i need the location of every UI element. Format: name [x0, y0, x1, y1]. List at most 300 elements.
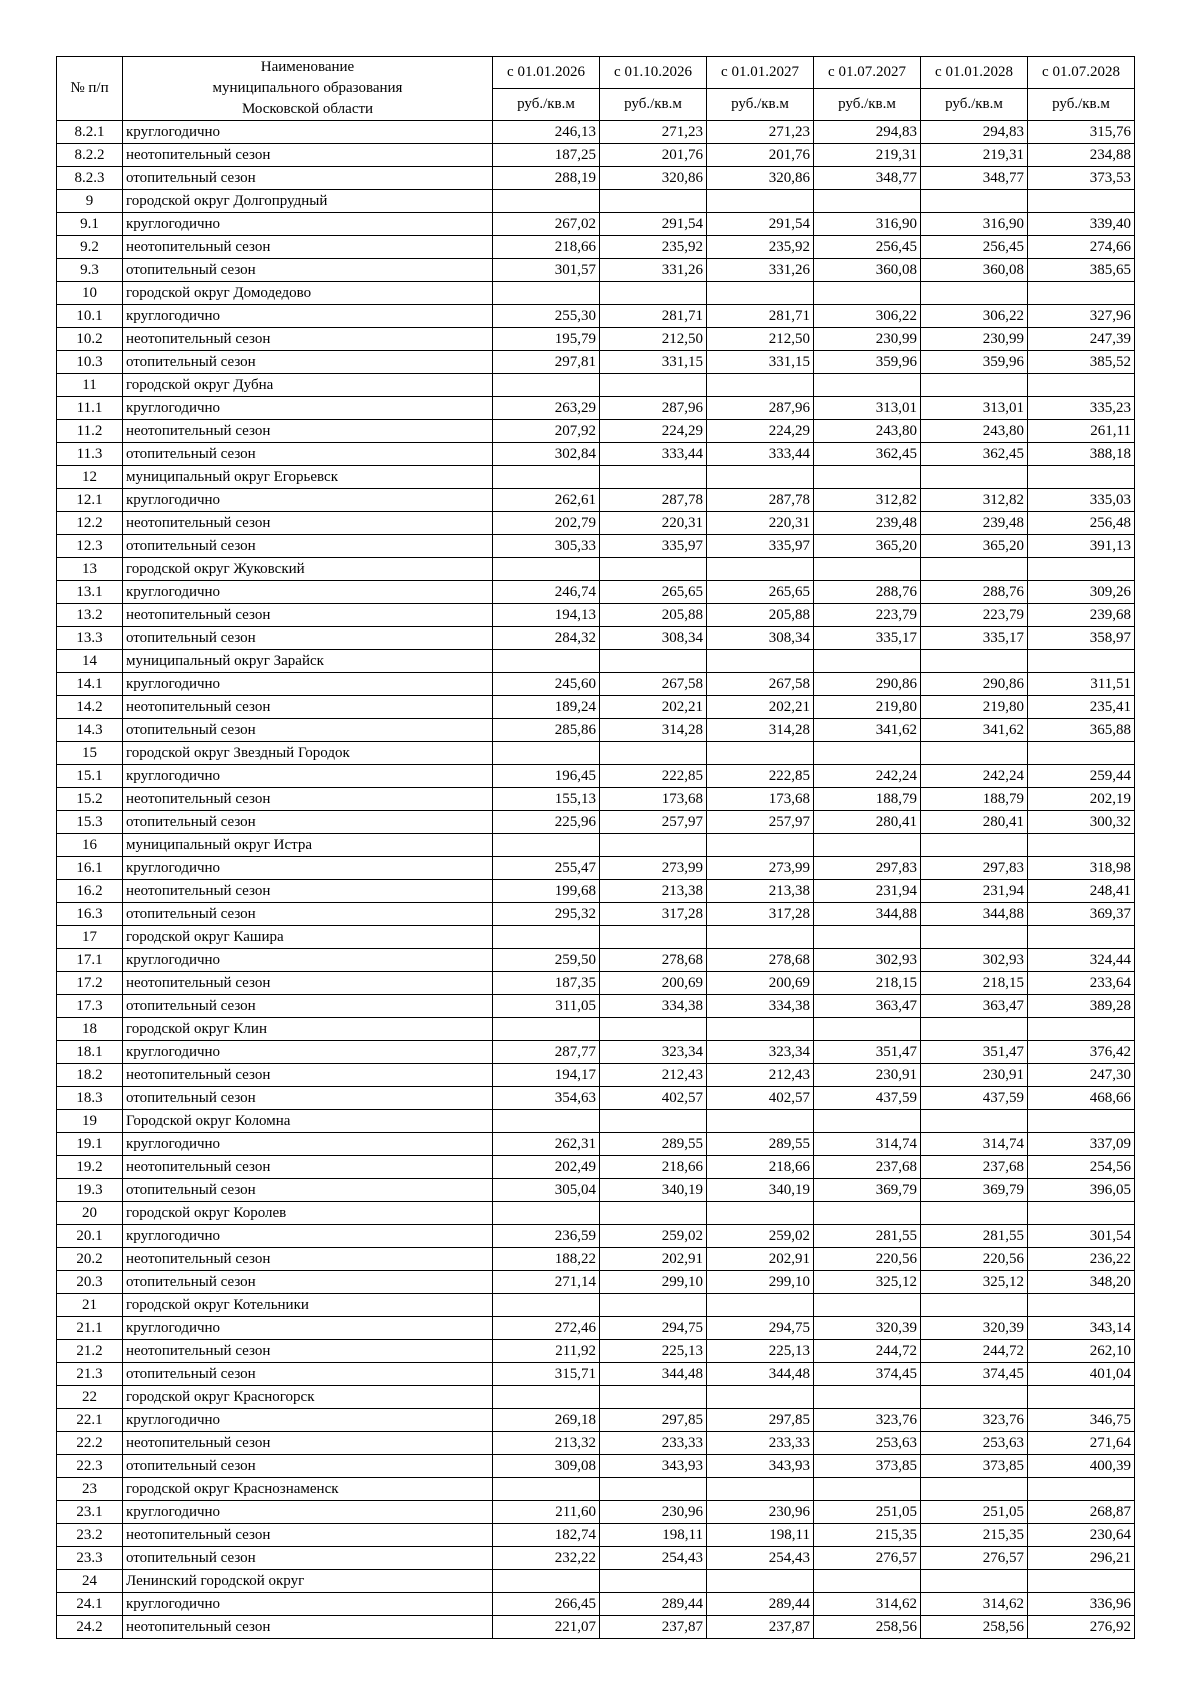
row-number: 15.2 — [57, 788, 123, 811]
table-row — [57, 1340, 1135, 1363]
tariff-value — [921, 834, 1028, 857]
table-row — [57, 1593, 1135, 1616]
tariff-value: 218,66 — [493, 236, 600, 259]
row-number: 12.1 — [57, 489, 123, 512]
table-row — [57, 673, 1135, 696]
tariff-value: 269,18 — [493, 1409, 600, 1432]
tariff-value: 337,09 — [1028, 1133, 1135, 1156]
row-number: 10.1 — [57, 305, 123, 328]
tariff-value: 225,13 — [600, 1340, 707, 1363]
season-label: круглогодично — [123, 1041, 493, 1064]
tariff-value: 344,88 — [814, 903, 921, 926]
tariff-value: 244,72 — [814, 1340, 921, 1363]
row-number: 18.3 — [57, 1087, 123, 1110]
tariff-value: 254,56 — [1028, 1156, 1135, 1179]
season-label: отопительный сезон — [123, 535, 493, 558]
tariff-value: 365,20 — [814, 535, 921, 558]
season-label: неотопительный сезон — [123, 144, 493, 167]
row-number: 17 — [57, 926, 123, 949]
tariff-value: 173,68 — [707, 788, 814, 811]
tariff-value: 243,80 — [814, 420, 921, 443]
tariff-value: 155,13 — [493, 788, 600, 811]
tariff-value: 237,87 — [600, 1616, 707, 1639]
municipality-name: городской округ Дубна — [123, 374, 493, 397]
row-number: 16.1 — [57, 857, 123, 880]
tariff-value: 276,57 — [921, 1547, 1028, 1570]
tariff-value: 313,01 — [921, 397, 1028, 420]
tariff-value — [814, 1018, 921, 1041]
tariff-value: 314,62 — [814, 1593, 921, 1616]
tariff-value: 309,26 — [1028, 581, 1135, 604]
table-row — [57, 1225, 1135, 1248]
tariff-value: 359,96 — [814, 351, 921, 374]
season-label: неотопительный сезон — [123, 1616, 493, 1639]
municipality-row — [57, 374, 1135, 397]
table-row — [57, 811, 1135, 834]
tariff-value: 294,75 — [600, 1317, 707, 1340]
table-row — [57, 259, 1135, 282]
municipality-name: городской округ Красногорск — [123, 1386, 493, 1409]
tariff-value: 335,23 — [1028, 397, 1135, 420]
tariff-value: 302,93 — [814, 949, 921, 972]
row-number: 9.2 — [57, 236, 123, 259]
tariff-value: 333,44 — [707, 443, 814, 466]
season-label: круглогодично — [123, 397, 493, 420]
tariff-value: 237,68 — [814, 1156, 921, 1179]
tariff-value: 305,04 — [493, 1179, 600, 1202]
tariff-value: 348,77 — [814, 167, 921, 190]
tariff-value: 363,47 — [921, 995, 1028, 1018]
tariff-value: 235,41 — [1028, 696, 1135, 719]
tariff-value: 314,62 — [921, 1593, 1028, 1616]
tariff-value: 287,78 — [707, 489, 814, 512]
tariff-value — [493, 1110, 600, 1133]
tariff-value: 385,65 — [1028, 259, 1135, 282]
tariff-value: 334,38 — [600, 995, 707, 1018]
row-number: 15 — [57, 742, 123, 765]
row-number: 15.3 — [57, 811, 123, 834]
tariff-value: 362,45 — [814, 443, 921, 466]
tariff-value — [707, 1478, 814, 1501]
tariff-value: 265,65 — [707, 581, 814, 604]
row-number: 24.2 — [57, 1616, 123, 1639]
document-page — [56, 56, 1134, 1639]
tariff-value — [600, 1110, 707, 1133]
tariff-value: 317,28 — [707, 903, 814, 926]
municipality-row — [57, 1202, 1135, 1225]
tariff-value — [814, 1570, 921, 1593]
table-body — [57, 121, 1135, 1639]
header-unit: руб./кв.м — [921, 89, 1028, 121]
table-row — [57, 1455, 1135, 1478]
municipality-row — [57, 190, 1135, 213]
tariff-value: 294,75 — [707, 1317, 814, 1340]
tariff-value: 262,61 — [493, 489, 600, 512]
tariff-value — [814, 374, 921, 397]
tariff-value — [1028, 650, 1135, 673]
tariff-value — [814, 1294, 921, 1317]
tariff-value — [814, 742, 921, 765]
tariff-value: 231,94 — [921, 880, 1028, 903]
tariff-value — [1028, 1018, 1135, 1041]
tariff-value: 248,41 — [1028, 880, 1135, 903]
tariff-value — [493, 926, 600, 949]
tariff-value: 327,96 — [1028, 305, 1135, 328]
tariff-value: 365,88 — [1028, 719, 1135, 742]
row-number: 15.1 — [57, 765, 123, 788]
row-number: 19.1 — [57, 1133, 123, 1156]
tariff-value — [921, 1478, 1028, 1501]
tariff-value: 257,97 — [600, 811, 707, 834]
tariff-value: 369,79 — [814, 1179, 921, 1202]
season-label: круглогодично — [123, 305, 493, 328]
tariff-value: 468,66 — [1028, 1087, 1135, 1110]
row-number: 14.3 — [57, 719, 123, 742]
row-number: 21.3 — [57, 1363, 123, 1386]
municipality-row — [57, 926, 1135, 949]
row-number: 20.1 — [57, 1225, 123, 1248]
tariff-value: 253,63 — [814, 1432, 921, 1455]
season-label: отопительный сезон — [123, 351, 493, 374]
table-row — [57, 1041, 1135, 1064]
season-label: отопительный сезон — [123, 719, 493, 742]
tariff-value: 341,62 — [814, 719, 921, 742]
municipality-name: муниципальный округ Зарайск — [123, 650, 493, 673]
tariff-value: 236,59 — [493, 1225, 600, 1248]
header-unit: руб./кв.м — [1028, 89, 1135, 121]
tariff-value — [1028, 1386, 1135, 1409]
table-row — [57, 719, 1135, 742]
tariff-value: 312,82 — [921, 489, 1028, 512]
tariff-value: 201,76 — [600, 144, 707, 167]
tariff-value: 219,31 — [814, 144, 921, 167]
tariff-value — [1028, 1110, 1135, 1133]
tariff-value — [707, 834, 814, 857]
tariff-value: 235,92 — [707, 236, 814, 259]
tariff-value: 306,22 — [814, 305, 921, 328]
tariff-value: 267,02 — [493, 213, 600, 236]
tariff-value: 232,22 — [493, 1547, 600, 1570]
tariff-value: 281,55 — [814, 1225, 921, 1248]
row-number: 23.3 — [57, 1547, 123, 1570]
tariff-value: 195,79 — [493, 328, 600, 351]
tariff-value: 207,92 — [493, 420, 600, 443]
tariff-value: 233,33 — [600, 1432, 707, 1455]
season-label: неотопительный сезон — [123, 1156, 493, 1179]
tariff-value: 188,22 — [493, 1248, 600, 1271]
tariff-value: 285,86 — [493, 719, 600, 742]
tariff-value: 314,74 — [814, 1133, 921, 1156]
municipality-name: городской округ Жуковский — [123, 558, 493, 581]
tariff-value: 223,79 — [814, 604, 921, 627]
tariff-value: 281,71 — [707, 305, 814, 328]
tariff-value — [921, 1570, 1028, 1593]
tariff-value: 340,19 — [707, 1179, 814, 1202]
tariff-value: 351,47 — [921, 1041, 1028, 1064]
tariff-value: 219,80 — [814, 696, 921, 719]
tariff-value: 305,33 — [493, 535, 600, 558]
tariff-value — [600, 742, 707, 765]
tariff-value: 215,35 — [814, 1524, 921, 1547]
tariff-value: 302,84 — [493, 443, 600, 466]
row-number: 13.2 — [57, 604, 123, 627]
tariff-value: 280,41 — [921, 811, 1028, 834]
tariff-value: 297,83 — [921, 857, 1028, 880]
tariff-value: 299,10 — [600, 1271, 707, 1294]
tariff-value: 219,80 — [921, 696, 1028, 719]
tariff-value — [1028, 1570, 1135, 1593]
tariff-value: 220,31 — [600, 512, 707, 535]
tariff-value: 301,57 — [493, 259, 600, 282]
municipality-name: городской округ Долгопрудный — [123, 190, 493, 213]
tariff-value — [707, 1386, 814, 1409]
tariff-value — [814, 834, 921, 857]
tariff-value — [493, 1570, 600, 1593]
tariff-value: 320,86 — [600, 167, 707, 190]
header-unit: руб./кв.м — [814, 89, 921, 121]
tariff-value: 289,44 — [600, 1593, 707, 1616]
tariff-value: 253,63 — [921, 1432, 1028, 1455]
tariff-value: 348,20 — [1028, 1271, 1135, 1294]
tariff-value — [921, 1386, 1028, 1409]
season-label: отопительный сезон — [123, 995, 493, 1018]
season-label: неотопительный сезон — [123, 1064, 493, 1087]
table-row — [57, 995, 1135, 1018]
tariff-value: 287,78 — [600, 489, 707, 512]
tariff-value: 202,91 — [600, 1248, 707, 1271]
row-number: 24 — [57, 1570, 123, 1593]
tariff-value: 188,79 — [814, 788, 921, 811]
tariff-value: 268,87 — [1028, 1501, 1135, 1524]
tariff-value: 313,01 — [814, 397, 921, 420]
tariff-value: 259,02 — [600, 1225, 707, 1248]
table-row — [57, 1501, 1135, 1524]
tariff-value: 278,68 — [707, 949, 814, 972]
row-number: 18 — [57, 1018, 123, 1041]
tariff-value: 188,79 — [921, 788, 1028, 811]
tariff-value: 341,62 — [921, 719, 1028, 742]
tariff-value: 288,76 — [921, 581, 1028, 604]
tariff-value: 243,80 — [921, 420, 1028, 443]
tariff-value: 244,72 — [921, 1340, 1028, 1363]
tariff-value: 374,45 — [921, 1363, 1028, 1386]
table-row — [57, 1363, 1135, 1386]
tariff-value: 276,57 — [814, 1547, 921, 1570]
season-label: отопительный сезон — [123, 1455, 493, 1478]
table-row — [57, 1317, 1135, 1340]
table-row — [57, 236, 1135, 259]
table-row — [57, 121, 1135, 144]
tariff-value: 300,32 — [1028, 811, 1135, 834]
table-row — [57, 1133, 1135, 1156]
tariff-value — [493, 834, 600, 857]
tariff-value: 223,79 — [921, 604, 1028, 627]
tariff-value — [1028, 742, 1135, 765]
tariff-value: 251,05 — [921, 1501, 1028, 1524]
header-municipality-line: муниципального образования — [212, 80, 403, 96]
header-unit: руб./кв.м — [600, 89, 707, 121]
tariff-value: 256,45 — [814, 236, 921, 259]
tariff-value: 222,85 — [600, 765, 707, 788]
tariff-value: 205,88 — [707, 604, 814, 627]
tariff-value: 255,30 — [493, 305, 600, 328]
tariff-value: 246,74 — [493, 581, 600, 604]
table-row — [57, 397, 1135, 420]
season-label: неотопительный сезон — [123, 788, 493, 811]
tariff-value: 343,93 — [707, 1455, 814, 1478]
tariff-value — [921, 1202, 1028, 1225]
row-number: 17.2 — [57, 972, 123, 995]
tariff-value: 258,56 — [921, 1616, 1028, 1639]
municipality-name: Ленинский городской округ — [123, 1570, 493, 1593]
municipality-row — [57, 466, 1135, 489]
tariff-value: 297,85 — [600, 1409, 707, 1432]
row-number: 19.2 — [57, 1156, 123, 1179]
table-row — [57, 1271, 1135, 1294]
header-period: с 01.01.2027 — [707, 57, 814, 89]
season-label: круглогодично — [123, 1501, 493, 1524]
tariff-value: 318,98 — [1028, 857, 1135, 880]
tariff-value: 385,52 — [1028, 351, 1135, 374]
tariff-value: 237,87 — [707, 1616, 814, 1639]
row-number: 14 — [57, 650, 123, 673]
table-row — [57, 328, 1135, 351]
tariff-value: 262,10 — [1028, 1340, 1135, 1363]
tariff-value: 194,17 — [493, 1064, 600, 1087]
table-row — [57, 581, 1135, 604]
tariff-value: 346,75 — [1028, 1409, 1135, 1432]
tariff-value: 198,11 — [600, 1524, 707, 1547]
tariff-value: 266,45 — [493, 1593, 600, 1616]
tariff-value: 316,90 — [921, 213, 1028, 236]
tariff-value — [921, 1110, 1028, 1133]
tariff-value — [493, 374, 600, 397]
table-row — [57, 167, 1135, 190]
tariff-value: 335,97 — [600, 535, 707, 558]
row-number: 21 — [57, 1294, 123, 1317]
tariff-value — [493, 650, 600, 673]
tariff-value: 245,60 — [493, 673, 600, 696]
tariff-value: 212,50 — [707, 328, 814, 351]
table-row — [57, 696, 1135, 719]
tariff-value: 373,85 — [921, 1455, 1028, 1478]
table-row — [57, 512, 1135, 535]
tariff-value — [814, 190, 921, 213]
table-row — [57, 1432, 1135, 1455]
table-row — [57, 1409, 1135, 1432]
tariff-value — [493, 558, 600, 581]
tariff-value: 314,28 — [600, 719, 707, 742]
table-row — [57, 213, 1135, 236]
tariff-value — [493, 742, 600, 765]
tariff-value: 200,69 — [707, 972, 814, 995]
season-label: отопительный сезон — [123, 811, 493, 834]
row-number: 16.3 — [57, 903, 123, 926]
tariff-value: 311,05 — [493, 995, 600, 1018]
tariff-value: 201,76 — [707, 144, 814, 167]
table-row — [57, 535, 1135, 558]
tariff-value: 373,53 — [1028, 167, 1135, 190]
table-row — [57, 1156, 1135, 1179]
tariff-value: 199,68 — [493, 880, 600, 903]
table-row — [57, 420, 1135, 443]
tariff-value: 247,39 — [1028, 328, 1135, 351]
tariff-value: 334,38 — [707, 995, 814, 1018]
tariff-value: 205,88 — [600, 604, 707, 627]
municipality-name: городской округ Королев — [123, 1202, 493, 1225]
tariff-value: 388,18 — [1028, 443, 1135, 466]
tariff-value: 348,77 — [921, 167, 1028, 190]
tariff-value: 196,45 — [493, 765, 600, 788]
tariff-value: 325,12 — [921, 1271, 1028, 1294]
table-row — [57, 489, 1135, 512]
tariff-value: 187,25 — [493, 144, 600, 167]
tariff-value: 336,96 — [1028, 1593, 1135, 1616]
tariff-value: 237,68 — [921, 1156, 1028, 1179]
tariff-value: 246,13 — [493, 121, 600, 144]
tariff-value: 320,39 — [921, 1317, 1028, 1340]
tariff-value: 324,44 — [1028, 949, 1135, 972]
tariff-value: 437,59 — [921, 1087, 1028, 1110]
municipality-name: городской округ Котельники — [123, 1294, 493, 1317]
municipality-name: городской округ Краснознаменск — [123, 1478, 493, 1501]
tariff-value: 202,91 — [707, 1248, 814, 1271]
municipality-row — [57, 1018, 1135, 1041]
tariff-value: 365,20 — [921, 535, 1028, 558]
tariff-value: 289,55 — [707, 1133, 814, 1156]
row-number: 16 — [57, 834, 123, 857]
tariff-value: 351,47 — [814, 1041, 921, 1064]
tariff-value: 261,11 — [1028, 420, 1135, 443]
tariff-value: 234,88 — [1028, 144, 1135, 167]
tariff-value: 280,41 — [814, 811, 921, 834]
municipality-row — [57, 1478, 1135, 1501]
tariff-value: 224,29 — [600, 420, 707, 443]
tariff-value — [921, 466, 1028, 489]
municipality-name: городской округ Звездный Городок — [123, 742, 493, 765]
tariff-value: 297,83 — [814, 857, 921, 880]
tariff-value: 215,35 — [921, 1524, 1028, 1547]
row-number: 11 — [57, 374, 123, 397]
tariff-value — [493, 190, 600, 213]
season-label: круглогодично — [123, 489, 493, 512]
season-label: отопительный сезон — [123, 627, 493, 650]
season-label: отопительный сезон — [123, 1363, 493, 1386]
tariff-value: 230,64 — [1028, 1524, 1135, 1547]
table-row — [57, 305, 1135, 328]
table-row — [57, 1616, 1135, 1639]
row-number: 18.2 — [57, 1064, 123, 1087]
tariff-value — [600, 1570, 707, 1593]
tariff-value: 297,85 — [707, 1409, 814, 1432]
row-number: 23 — [57, 1478, 123, 1501]
tariff-value — [921, 374, 1028, 397]
tariff-value: 376,42 — [1028, 1041, 1135, 1064]
municipality-row — [57, 1110, 1135, 1133]
season-label: круглогодично — [123, 1317, 493, 1340]
tariff-value: 287,96 — [707, 397, 814, 420]
tariff-value: 323,76 — [921, 1409, 1028, 1432]
tariff-value: 202,19 — [1028, 788, 1135, 811]
tariff-value: 218,15 — [921, 972, 1028, 995]
tariff-value: 218,15 — [814, 972, 921, 995]
municipality-row — [57, 834, 1135, 857]
tariff-value: 306,22 — [921, 305, 1028, 328]
tariff-value: 314,28 — [707, 719, 814, 742]
tariff-value — [921, 1294, 1028, 1317]
municipality-name: Городской округ Коломна — [123, 1110, 493, 1133]
table-row — [57, 144, 1135, 167]
